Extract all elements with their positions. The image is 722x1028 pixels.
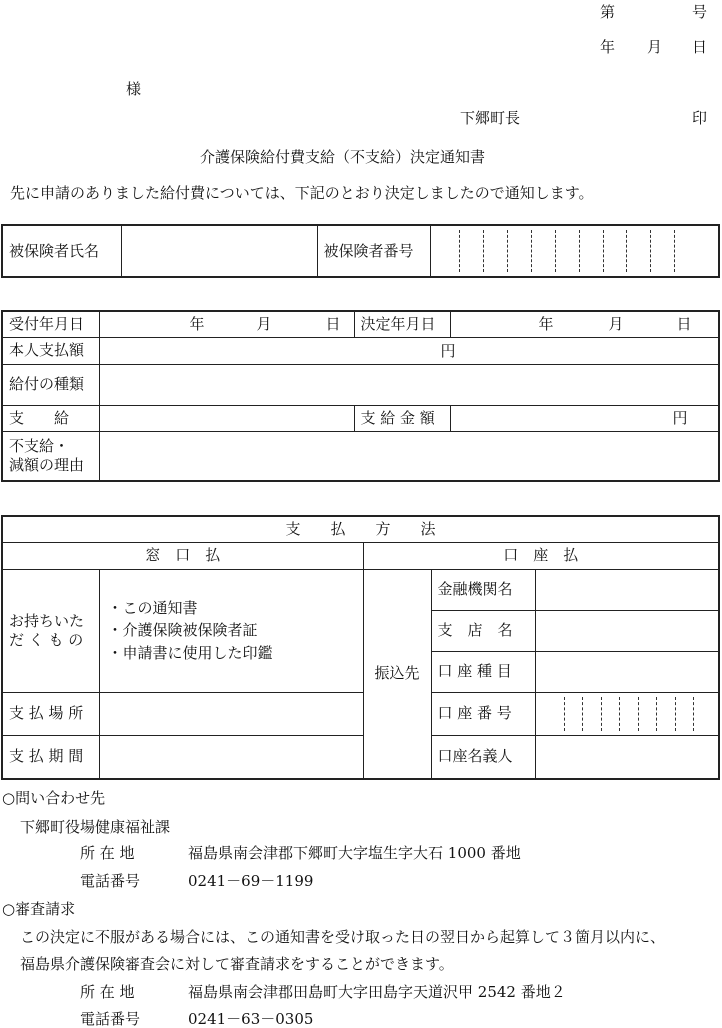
payment-amount-field[interactable] [450, 405, 719, 431]
decided-month-label: 月 [608, 315, 624, 333]
contact-address-label: 所 在 地 [80, 844, 135, 862]
payment-label: 支 給 [2, 405, 99, 431]
insured-name-field[interactable] [121, 225, 317, 277]
contact-phone-label: 電話番号 [80, 872, 141, 890]
decided-date-field[interactable] [450, 311, 719, 337]
document-title: 介護保険給付費支給（不支給）決定通知書 [200, 148, 486, 166]
insured-name-label: 被保険者氏名 [2, 225, 121, 277]
payment-place-field[interactable] [99, 692, 363, 735]
account-number-digit-boxes [542, 697, 713, 731]
decided-day-label: 日 [676, 315, 692, 333]
benefit-kind-field[interactable] [99, 364, 719, 405]
intro-text: 先に申請のありました給付費については、下記のとおり決定しましたので通知します。 [10, 184, 594, 202]
account-holder-field[interactable] [535, 735, 719, 779]
account-holder-label: 口座名義人 [431, 735, 535, 779]
review-heading: ○審査請求 [2, 900, 76, 918]
reason-label-line2: 減額の理由 [9, 455, 85, 474]
review-phone-value: 0241－63－0305 [188, 1010, 314, 1028]
bring-items-list-cell [99, 569, 363, 692]
payment-amount-label: 支 給 金 額 [354, 405, 450, 431]
number-dai: 第 [600, 3, 616, 21]
review-address-label: 所 在 地 [80, 983, 135, 1001]
decided-year-label: 年 [538, 315, 554, 333]
benefit-kind-label: 給付の種類 [2, 364, 99, 405]
bring-item: ・この通知書 [107, 598, 198, 617]
insured-number-field[interactable] [430, 225, 719, 277]
received-date-label: 受付年月日 [2, 311, 99, 337]
insured-number-digit-boxes [437, 230, 699, 272]
branch-name-label: 支 店 名 [431, 610, 535, 651]
review-text-line1: この決定に不服がある場合には、この通知書を受け取った日の翌日から起算して３箇月以内に、 [20, 928, 666, 946]
bring-item: ・申請書に使用した印鑑 [107, 643, 273, 662]
payment-period-label: 支 払 期 間 [2, 735, 99, 779]
payment-amount-yen: 円 [672, 408, 688, 427]
review-phone-label: 電話番号 [80, 1010, 141, 1028]
received-month-label: 月 [256, 315, 272, 333]
bring-items-label [2, 569, 99, 692]
bring-items-label-line1: お持ちいた [9, 611, 85, 630]
account-number-field[interactable] [535, 692, 719, 735]
account-type-field[interactable] [535, 651, 719, 692]
window-payment-header: 窓 口 払 [2, 542, 363, 569]
contact-address-value: 福島県南会津郡下郷町大字塩生字大石 1000 番地 [188, 844, 521, 862]
received-date-field[interactable] [99, 311, 354, 337]
contact-heading: ○問い合わせ先 [2, 789, 106, 807]
number-gou: 号 [692, 3, 708, 21]
reason-field[interactable] [99, 431, 719, 481]
payment-place-label: 支 払 場 所 [2, 692, 99, 735]
bank-name-field[interactable] [535, 569, 719, 610]
payment-field[interactable] [99, 405, 354, 431]
self-pay-yen: 円 [440, 341, 456, 360]
bank-name-label: 金融機関名 [431, 569, 535, 610]
date-day: 日 [692, 38, 708, 56]
bring-items-label-line2: だ く も の [9, 630, 84, 649]
payment-method-header: 支 払 方 法 [2, 516, 719, 542]
date-month: 月 [647, 38, 663, 56]
bring-items-list [108, 597, 357, 665]
decision-table [1, 310, 720, 482]
account-number-label: 口 座 番 号 [431, 692, 535, 735]
insured-number-label: 被保険者番号 [317, 225, 430, 277]
decided-date-label: 決定年月日 [354, 311, 450, 337]
self-pay-field[interactable] [99, 337, 719, 364]
date-year: 年 [600, 38, 616, 56]
review-address-value: 福島県南会津郡田島町大字田島字天道沢甲 2542 番地２ [188, 983, 566, 1001]
account-payment-header: 口 座 払 [363, 542, 719, 569]
contact-department: 下郷町役場健康福祉課 [20, 818, 171, 836]
issuer-name: 下郷町長 [460, 109, 521, 127]
seal-mark: 印 [692, 109, 708, 127]
addressee-sama: 様 [126, 80, 142, 98]
self-pay-label: 本人支払額 [2, 337, 99, 364]
payment-method-table [1, 515, 720, 780]
bring-item: ・介護保険被保険者証 [107, 621, 258, 640]
received-year-label: 年 [189, 315, 205, 333]
reason-label-line1: 不支給・ [9, 437, 70, 455]
insured-table [1, 224, 720, 278]
contact-phone-value: 0241－69－1199 [188, 872, 314, 890]
review-text-line2: 福島県介護保険審査会に対して審査請求をすることができます。 [20, 955, 454, 973]
transfer-destination-label: 振込先 [363, 569, 431, 779]
reason-label [2, 431, 99, 481]
payment-period-field[interactable] [99, 735, 363, 779]
account-type-label: 口 座 種 目 [431, 651, 535, 692]
branch-name-field[interactable] [535, 610, 719, 651]
received-day-label: 日 [325, 315, 341, 333]
